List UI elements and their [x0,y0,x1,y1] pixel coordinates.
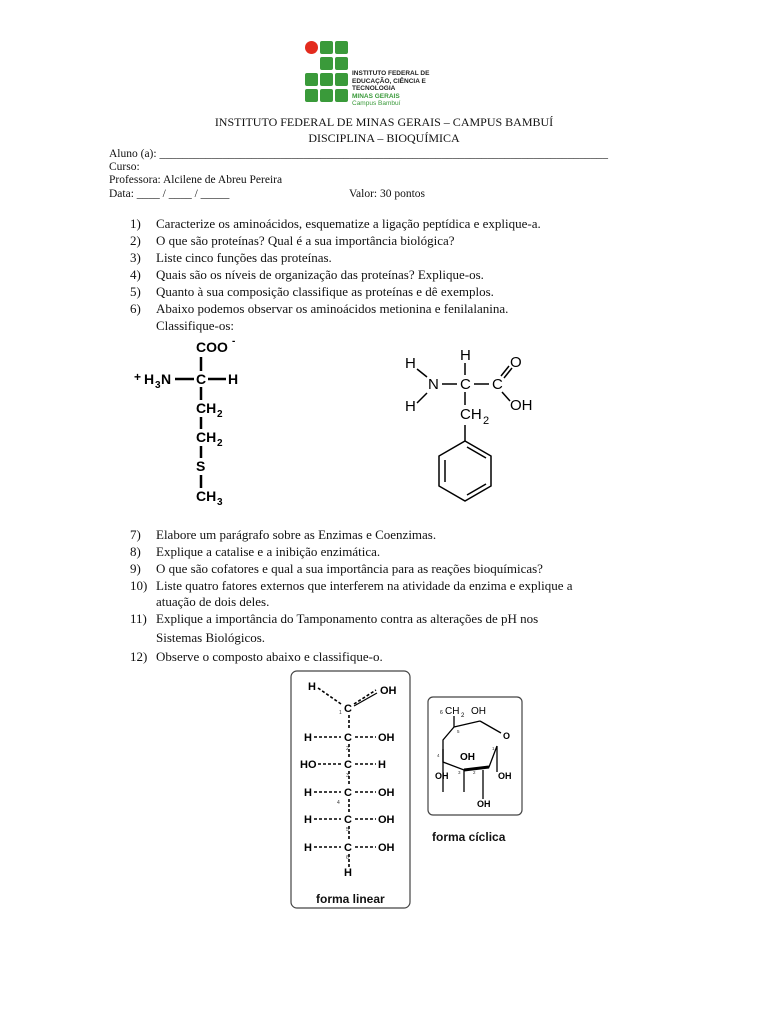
svg-text:3: 3 [155,380,161,391]
svg-text:CH: CH [196,400,217,416]
svg-text:HO: HO [300,759,317,771]
svg-text:OH: OH [378,732,395,744]
svg-text:H: H [304,842,312,854]
svg-text:OH: OH [477,799,491,809]
svg-text:H: H [308,681,316,693]
svg-text:-: - [232,336,236,347]
svg-text:2: 2 [346,746,349,752]
svg-text:3: 3 [346,773,349,779]
svg-text:S: S [196,458,206,474]
svg-text:CH: CH [460,406,482,423]
linear-form-caption: forma linear [316,892,385,906]
svg-text:CH: CH [196,429,217,445]
svg-text:OH: OH [510,397,533,414]
svg-text:H: H [460,347,471,364]
svg-text:C: C [344,732,352,744]
svg-text:H: H [304,732,312,744]
svg-text:C: C [196,371,207,387]
svg-text:O: O [510,354,522,371]
svg-text:3: 3 [458,770,461,775]
svg-text:N: N [161,371,172,387]
svg-text:6: 6 [346,855,349,861]
data-field: Data: ____ / ____ / _____ [109,188,230,200]
svg-text:OH: OH [378,842,395,854]
svg-text:C: C [344,703,352,715]
institution-title: INSTITUTO FEDERAL DE MINAS GERAIS – CAMPUS BAMBUÍ [214,115,554,129]
svg-text:H: H [344,867,352,879]
professora-field: Professora: Alcilene de Abreu Pereira [109,174,283,186]
methionine-structure [130,335,270,510]
svg-text:+: + [134,370,142,384]
svg-text:H: H [144,371,155,387]
svg-text:6: 6 [440,710,443,716]
svg-text:OH: OH [460,752,475,763]
svg-text:C: C [460,376,471,393]
svg-text:OH: OH [380,685,397,697]
svg-text:OH: OH [378,787,395,799]
svg-text:C: C [344,842,352,854]
svg-text:C: C [344,787,352,799]
svg-text:O: O [503,731,511,741]
svg-text:H: H [228,371,239,387]
cyclic-form-caption: forma cíclica [432,830,506,844]
svg-text:OH: OH [498,771,512,781]
svg-text:3: 3 [217,497,223,508]
institution-logo [305,41,465,105]
svg-text:H: H [304,787,312,799]
svg-text:C: C [492,376,503,393]
svg-text:OH: OH [378,814,395,826]
discipline-title: DISCIPLINA – BIOQUÍMICA [308,131,460,145]
svg-text:2: 2 [473,770,476,775]
svg-text:5: 5 [346,827,349,833]
svg-text:H: H [405,355,416,372]
svg-text:C: C [344,814,352,826]
svg-text:2: 2 [483,415,490,427]
phenylalanine-structure [400,345,540,510]
svg-text:COO: COO [196,339,228,355]
svg-text:2: 2 [461,713,465,719]
svg-text:1: 1 [339,710,342,716]
curso-field: Curso: [109,161,140,173]
glucose-cyclic-structure [425,694,525,819]
svg-text:2: 2 [217,438,223,449]
svg-text:4: 4 [337,800,340,806]
logo-text: INSTITUTO FEDERAL DE EDUCAÇÃO, CIÊNCIA E TECNOLOGIA MINAS GERAIS Campus Bambuí [352,70,430,107]
glucose-linear-structure [288,668,413,913]
svg-text:H: H [405,398,416,415]
svg-text:C: C [344,759,352,771]
svg-text:CH: CH [196,488,217,504]
svg-text:1: 1 [492,746,495,751]
svg-text:H: H [378,759,386,771]
svg-text:OH: OH [435,771,449,781]
svg-text:4: 4 [437,753,440,758]
valor-field: Valor: 30 pontos [349,188,426,200]
svg-text:2: 2 [217,409,223,420]
svg-text:5: 5 [457,729,460,734]
aluno-field: Aluno (a): ______________________________________________________________________________ [109,148,608,160]
svg-text:N: N [428,376,439,393]
svg-text:CH: CH [445,706,460,717]
svg-text:OH: OH [471,706,486,717]
svg-text:H: H [304,814,312,826]
